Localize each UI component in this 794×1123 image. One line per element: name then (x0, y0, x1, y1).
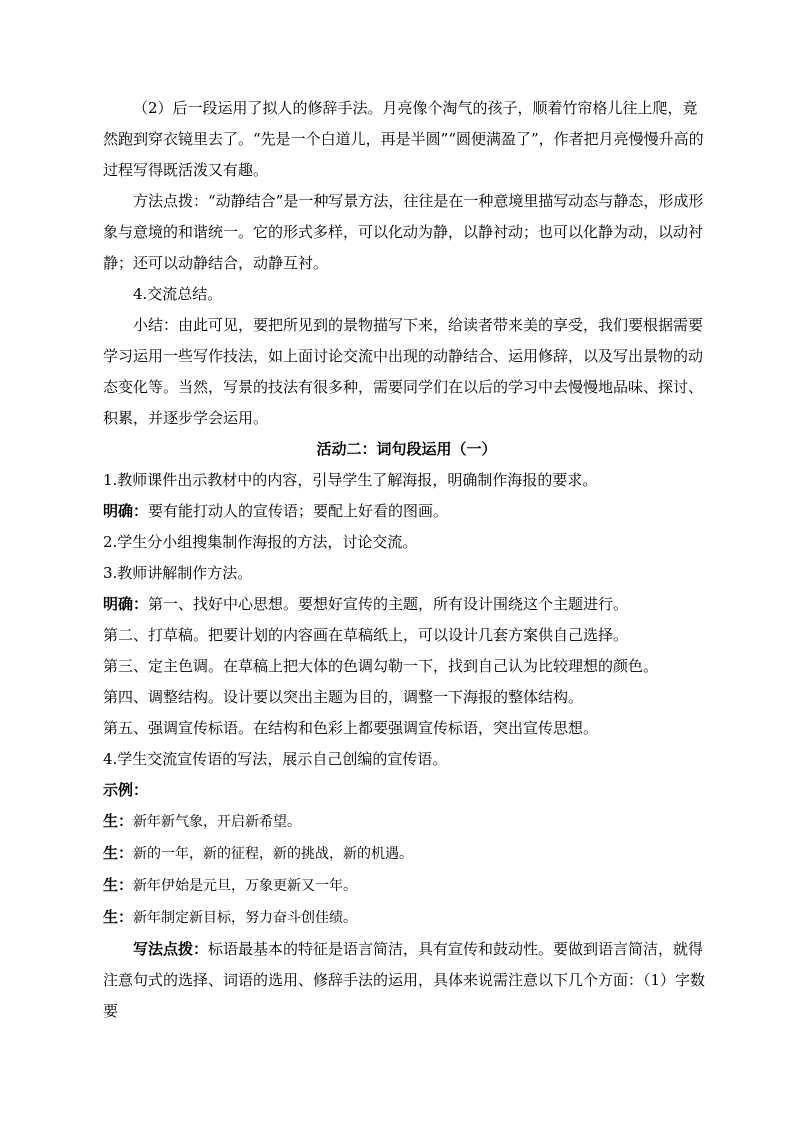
student-label: 生： (103, 844, 134, 862)
paragraph-personification: （2）后一段运用了拟人的修辞手法。月亮像个淘气的孩子，顺着竹帘格儿往上爬，竟然跑到穿衣镜里去了。“先是一个白道儿，再是半圆”“圆便满盈了”，作者把月亮慢慢升高的过程写得既活泼又有趣。 (103, 99, 704, 179)
writing-tip-label: 写法点拨： (133, 940, 209, 958)
clarify-text: 第一、找好中心思想。要想好宣传的主题，所有设计围绕这个主题进行。 (148, 595, 629, 613)
clarify-1 (103, 496, 710, 527)
clarify-label: 明确： (103, 502, 149, 520)
section-title: 活动二：词句段运用（一） (316, 440, 497, 458)
step-2: 2.学生分小组搜集制作海报的方法，讨论交流。 (103, 533, 418, 551)
example-label: 示例： (103, 781, 149, 799)
step-1: 1.教师课件出示教材中的内容，引导学生了解海报，明确制作海报的要求。 (103, 471, 598, 489)
step-4: 4.学生交流宣传语的写法，展示自己创编的宣传语。 (103, 750, 448, 768)
student-label: 生： (103, 876, 134, 894)
method-4: 第四、调整结构。设计要以突出主题为目的，调整一下海报的整体结构。 (103, 688, 584, 706)
paragraph-summary-step: 4.交流总结。 (133, 285, 223, 303)
clarify-label: 明确： (103, 595, 149, 613)
paragraph-summary: 小结：由此可见，要把所见到的景物描写下来，给读者带来美的享受，我们要根据需要学习运用一些写作技法，如上面讨论交流中出现的动静结合、运用修辞，以及写出景物的动态变化等。当然，写景的技法有很多种，需要同学们在以后的学习中去慢慢地品味、探讨、积累，并逐步学会运用。 (103, 316, 704, 427)
writing-tip-text: 标语最基本的特征是语言简洁，具有宣传和鼓动性。要做到语言简洁，就得注意句式的选择、词语的选用、修辞手法的运用，具体来说需注意以下几个方面：（1）字数要 (103, 940, 706, 1020)
paragraph-method-tip: 方法点拨：“动静结合”是一种写景方法，往往是在一种意境里描写动态与静态，形成形象与意境的和谐统一。它的形式多样，可以化动为静，以静衬动；也可以化静为动，以动衬静；还可以动静结合，动静互衬。 (103, 192, 704, 272)
example-line (103, 806, 710, 838)
example-line (103, 870, 710, 902)
example-text: 新年伊始是元旦，万象更新又一年。 (133, 878, 358, 894)
example-text: 新年制定新目标，努力奋斗创佳绩。 (133, 910, 358, 926)
example-line (103, 902, 710, 934)
clarify-2 (103, 589, 710, 620)
example-line (103, 838, 710, 870)
clarify-text: 要有能打动人的宣传语；要配上好看的图画。 (148, 502, 449, 520)
example-text: 新年新气象，开启新希望。 (133, 814, 302, 830)
student-label: 生： (103, 812, 134, 830)
step-3: 3.教师讲解制作方法。 (103, 564, 253, 582)
paragraph-writing-tip (103, 934, 710, 1027)
method-5: 第五、强调宣传标语。在结构和色彩上都要强调宣传标语，突出宣传思想。 (103, 719, 599, 737)
method-2: 第二、打草稿。把要计划的内容画在草稿纸上，可以设计几套方案供自己选择。 (103, 626, 629, 644)
method-3: 第三、定主色调。在草稿上把大体的色调勾勒一下，找到自己认为比较理想的颜色。 (103, 657, 659, 675)
document-body (103, 93, 710, 1027)
example-text: 新的一年，新的征程，新的挑战，新的机遇。 (133, 846, 414, 862)
student-label: 生： (103, 908, 134, 926)
